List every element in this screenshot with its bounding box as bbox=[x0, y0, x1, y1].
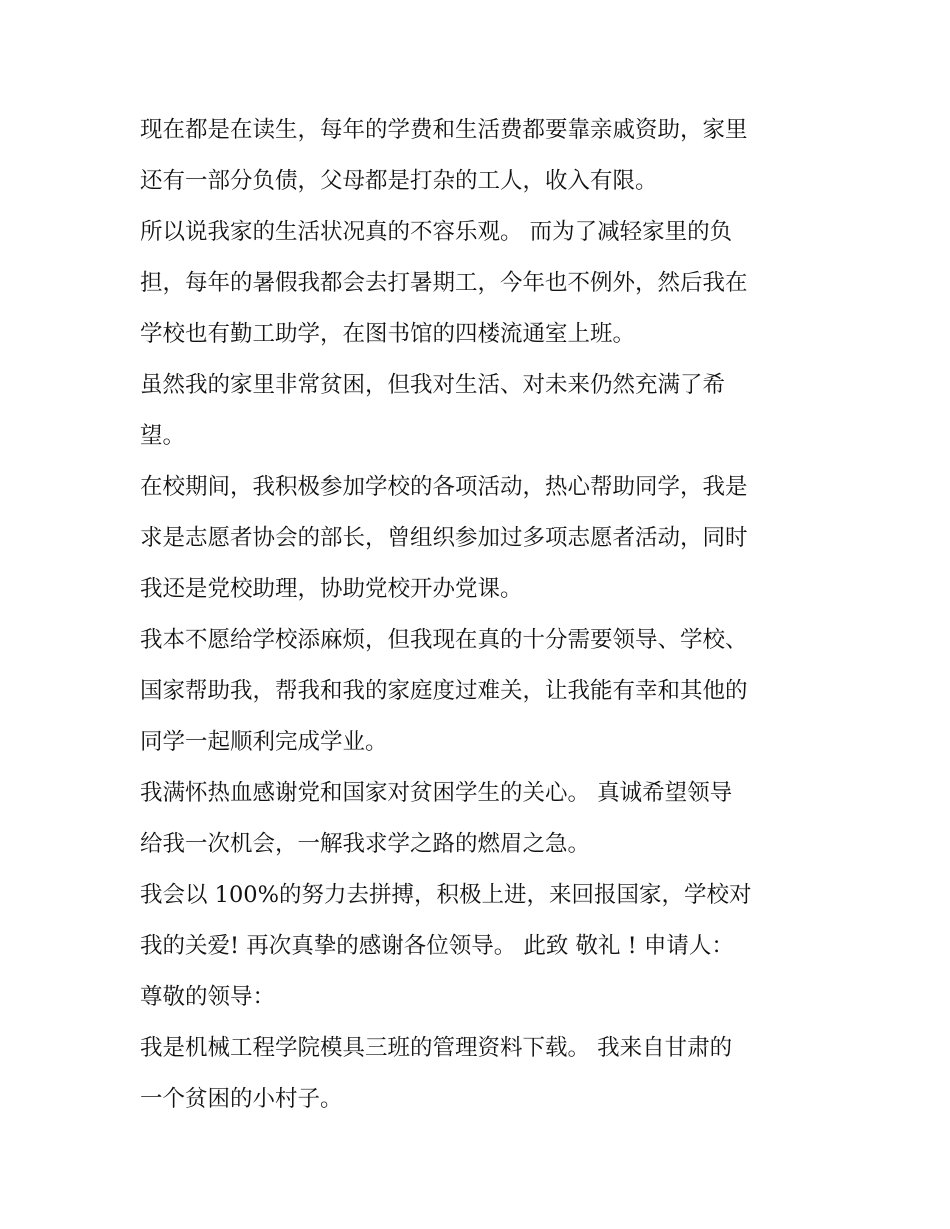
text-line: 现在都是在读生，每年的学费和生活费都要靠亲戚资助，家里 bbox=[140, 117, 748, 143]
text-line: 学校也有勤工助学，在图书馆的四楼流通室上班。 bbox=[140, 321, 636, 347]
text-line: 尊敬的领导： bbox=[140, 984, 276, 1010]
text-line: 给我一次机会，一解我求学之路的燃眉之急。 bbox=[140, 831, 591, 857]
text-line: 在校期间，我积极参加学校的各项活动，热心帮助同学，我是 bbox=[140, 474, 748, 500]
text-line: 我是机械工程学院模具三班的管理资料下载。 我来自甘肃的 bbox=[140, 1035, 733, 1061]
text-line: 一个贫困的小村子。 bbox=[140, 1086, 343, 1112]
text-line: 同学一起顺利完成学业。 bbox=[140, 729, 388, 755]
text-line: 担，每年的暑假我都会去打暑期工，今年也不例外，然后我在 bbox=[140, 270, 748, 296]
text-line: 求是志愿者协会的部长，曾组织参加过多项志愿者活动，同时 bbox=[140, 525, 748, 551]
document-body bbox=[140, 108, 830, 1128]
text-line: 我的关爱! 再次真挚的感谢各位领导。 此致 敬礼 ! 申请人： bbox=[140, 933, 734, 959]
text-line: 望。 bbox=[140, 423, 186, 449]
text-line: 虽然我的家里非常贫困，但我对生活、对未来仍然充满了希 bbox=[140, 372, 726, 398]
text-line: 我满怀热血感谢党和国家对贫困学生的关心。 真诚希望领导 bbox=[140, 780, 733, 806]
text-line: 所以说我家的生活状况真的不容乐观。 而为了减轻家里的负 bbox=[140, 219, 733, 245]
text-line: 我还是党校助理，协助党校开办党课。 bbox=[140, 576, 523, 602]
text-line: 我会以 100%的努力去拼搏，积极上进，来回报国家，学校对 bbox=[140, 882, 752, 908]
text-line: 国家帮助我，帮我和我的家庭度过难关，让我能有幸和其他的 bbox=[140, 678, 748, 704]
text-line: 我本不愿给学校添麻烦，但我现在真的十分需要领导、学校、 bbox=[140, 627, 748, 653]
text-line: 还有一部分负债，父母都是打杂的工人，收入有限。 bbox=[140, 168, 658, 194]
